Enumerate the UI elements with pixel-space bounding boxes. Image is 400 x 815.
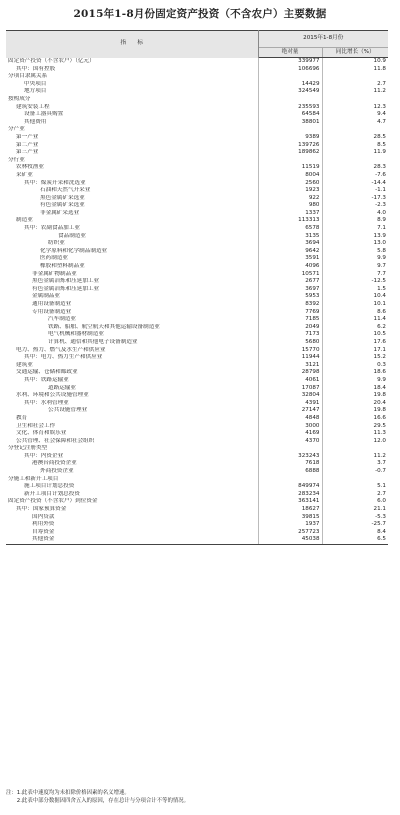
row-absolute-value: 3000 [258, 423, 322, 431]
row-absolute-value: 324549 [258, 88, 322, 96]
row-absolute-value: 10571 [258, 271, 322, 279]
row-label: 固定资产投资（不含农户）（亿元） [6, 58, 258, 66]
row-label: 分行业 [6, 157, 258, 165]
table-row [6, 66, 388, 74]
table-row [6, 521, 388, 529]
table-row [6, 377, 388, 385]
table-row [6, 324, 388, 332]
table-row [6, 157, 388, 165]
row-label: 其中：电力、热力生产和供应业 [6, 354, 258, 362]
table-row [6, 423, 388, 431]
row-label: 水利、环境和公共设施管理业 [6, 392, 258, 400]
table-row [6, 233, 388, 241]
table-row [6, 514, 388, 522]
table-row [6, 164, 388, 172]
table-row [6, 506, 388, 514]
row-label: 非金属矿物制品业 [6, 271, 258, 279]
row-growth-value: 12.3 [373, 103, 386, 110]
row-absolute-value: 980 [258, 202, 322, 210]
table-row [6, 134, 388, 142]
row-absolute-value: 28798 [258, 369, 322, 377]
row-growth-value: 11.3 [373, 430, 386, 437]
table-row [6, 271, 388, 279]
row-label: 国内贷款 [6, 514, 258, 522]
row-growth-value: 3.7 [377, 460, 386, 467]
row-label: 石油和天然气开采业 [6, 187, 258, 195]
row-growth-value: 28.3 [373, 164, 386, 171]
row-growth-value [322, 157, 388, 165]
table-row [6, 407, 388, 415]
row-growth-value: 13.9 [373, 232, 386, 239]
row-absolute-value: 4848 [258, 415, 322, 423]
row-growth-value [322, 73, 388, 81]
row-absolute-value: 363141 [258, 498, 322, 506]
table-row [6, 309, 388, 317]
row-label: 通用设备制造业 [6, 301, 258, 309]
row-label: 金属制品业 [6, 293, 258, 301]
table-row [6, 210, 388, 218]
row-absolute-value: 2560 [258, 180, 322, 188]
row-growth-value: 13.0 [373, 240, 386, 247]
row-growth-value: 8.6 [377, 308, 386, 315]
table-row [6, 430, 388, 438]
row-growth-value: 8.4 [377, 528, 386, 535]
table-row [6, 248, 388, 256]
row-growth-value: 19.8 [373, 407, 386, 414]
row-growth-value: 7.1 [377, 225, 386, 232]
row-absolute-value: 283234 [258, 491, 322, 499]
row-absolute-value: 3697 [258, 286, 322, 294]
table-row [6, 126, 388, 134]
row-label: 有色金属冶炼和压延加工业 [6, 286, 258, 294]
row-label: 采矿业 [6, 172, 258, 180]
row-label: 第二产业 [6, 142, 258, 150]
table-row [6, 339, 388, 347]
row-growth-value: 20.4 [373, 399, 386, 406]
table-row [6, 316, 388, 324]
row-label: 文化、体育和娱乐业 [6, 430, 258, 438]
row-growth-value [322, 126, 388, 134]
table-row [6, 195, 388, 203]
row-growth-value: 2.7 [377, 490, 386, 497]
row-absolute-value [258, 126, 322, 134]
row-label: 农林牧渔业 [6, 164, 258, 172]
table-row [6, 202, 388, 210]
row-label: 分项目隶属关系 [6, 73, 258, 81]
table-row [6, 96, 388, 104]
row-absolute-value: 8392 [258, 301, 322, 309]
table-row [6, 58, 388, 66]
table-row [6, 225, 388, 233]
table-row [6, 301, 388, 309]
row-absolute-value: 17087 [258, 385, 322, 393]
row-absolute-value: 4061 [258, 377, 322, 385]
row-label: 纺织业 [6, 240, 258, 248]
row-label: 自筹资金 [6, 529, 258, 537]
row-growth-value: 9.4 [377, 111, 386, 118]
table-row [6, 415, 388, 423]
row-absolute-value: 3135 [258, 233, 322, 241]
row-absolute-value: 6888 [258, 468, 322, 476]
footnote-1: 注：1.此表中速度均为未扣除价格因素的名义增速。 [6, 790, 130, 796]
row-label: 计算机、通信和其他电子设备制造业 [6, 339, 258, 347]
row-growth-value: 10.1 [373, 301, 386, 307]
row-growth-value: -1.1 [375, 187, 386, 194]
row-label: 地方项目 [6, 88, 258, 96]
table-row [6, 362, 388, 370]
row-label: 其他费用 [6, 119, 258, 127]
page-title: 2015年1-8月份固定资产投资（不含农户）主要数据 [73, 8, 327, 20]
row-growth-value: 19.8 [373, 392, 386, 399]
row-label: 黑色金属矿采选业 [6, 195, 258, 203]
row-growth-value: 4.0 [377, 209, 386, 216]
row-label: 黑色金属冶炼和压延加工业 [6, 278, 258, 286]
row-label: 固定资产投资（不含农户）到位资金 [6, 498, 258, 506]
table-row [6, 104, 388, 112]
row-label: 第一产业 [6, 134, 258, 142]
row-absolute-value [258, 476, 322, 484]
row-growth-value: 10.9 [373, 58, 386, 64]
row-growth-value: 8.5 [377, 141, 386, 148]
absolute-header: 绝对量 [258, 48, 322, 58]
row-absolute-value: 45038 [258, 536, 322, 544]
row-label: 医药制造业 [6, 255, 258, 263]
row-growth-value [322, 445, 388, 453]
table-row [6, 293, 388, 301]
row-absolute-value: 64584 [258, 111, 322, 119]
table-row [6, 529, 388, 537]
row-absolute-value: 11519 [258, 164, 322, 172]
row-label: 其中：煤炭开采和洗选业 [6, 180, 258, 188]
period-header: 2015年1-8月份 [258, 31, 388, 48]
row-growth-value: 11.4 [373, 316, 386, 323]
row-absolute-value [258, 73, 322, 81]
row-growth-value: 28.5 [373, 133, 386, 140]
row-label: 卫生和社会工作 [6, 423, 258, 431]
row-absolute-value: 2049 [258, 324, 322, 332]
row-absolute-value: 8004 [258, 172, 322, 180]
table-row [6, 476, 388, 484]
row-growth-value: 9.9 [377, 376, 386, 383]
row-absolute-value: 7173 [258, 331, 322, 339]
row-growth-value: 11.8 [373, 65, 386, 72]
table-row [6, 369, 388, 377]
row-label: 汽车制造业 [6, 316, 258, 324]
row-growth-value: 15.2 [373, 354, 386, 361]
row-absolute-value: 1337 [258, 210, 322, 218]
row-growth-value: 10.5 [373, 331, 386, 338]
row-growth-value: 11.2 [373, 88, 386, 95]
row-absolute-value: 5953 [258, 293, 322, 301]
row-absolute-value: 2677 [258, 278, 322, 286]
row-label: 设备工器具购置 [6, 111, 258, 119]
row-label: 分产业 [6, 126, 258, 134]
row-absolute-value: 39815 [258, 514, 322, 522]
row-growth-value: -7.6 [375, 171, 386, 178]
row-label: 其中：国家预算资金 [6, 506, 258, 514]
table-row [6, 453, 388, 461]
row-label: 公共管理、社会保障和社会组织 [6, 438, 258, 446]
row-label: 按构成分 [6, 96, 258, 104]
table-row [6, 536, 388, 544]
row-growth-value: 1.5 [377, 285, 386, 292]
row-absolute-value: 323243 [258, 453, 322, 461]
row-growth-value: -12.5 [371, 278, 386, 285]
table-row [6, 142, 388, 150]
row-label: 教育 [6, 415, 258, 423]
table-row [6, 392, 388, 400]
row-absolute-value: 7618 [258, 460, 322, 468]
row-label: 道路运输业 [6, 385, 258, 393]
row-label: 电气机械和器材制造业 [6, 331, 258, 339]
row-absolute-value: 14429 [258, 81, 322, 89]
table-row [6, 278, 388, 286]
table-row [6, 187, 388, 195]
footnotes [6, 790, 396, 805]
row-label: 食品制造业 [6, 233, 258, 241]
indicator-header: 指 标 [6, 31, 258, 58]
row-growth-value: -2.3 [375, 202, 386, 209]
row-label: 其中：国有控股 [6, 66, 258, 74]
row-label: 非金属矿采选业 [6, 210, 258, 218]
row-absolute-value: 4169 [258, 430, 322, 438]
table-row [6, 88, 388, 96]
row-growth-value: 6.0 [377, 498, 386, 505]
row-label: 建筑安装工程 [6, 104, 258, 112]
row-absolute-value: 339977 [258, 58, 322, 66]
row-growth-value: 17.1 [373, 346, 386, 353]
row-growth-value: 18.4 [373, 384, 386, 391]
row-absolute-value: 9389 [258, 134, 322, 142]
table-body [6, 58, 388, 545]
row-label: 利用外资 [6, 521, 258, 529]
row-label: 其中：内资企业 [6, 453, 258, 461]
table-row [6, 180, 388, 188]
row-label: 橡胶和塑料制品业 [6, 263, 258, 271]
row-label: 其中：水利管理业 [6, 400, 258, 408]
table-row [6, 81, 388, 89]
row-absolute-value: 189862 [258, 149, 322, 157]
row-label: 公共设施管理业 [6, 407, 258, 415]
row-absolute-value: 5680 [258, 339, 322, 347]
row-absolute-value: 1923 [258, 187, 322, 195]
row-growth-value: 16.6 [373, 414, 386, 421]
row-label: 其他资金 [6, 536, 258, 544]
row-absolute-value: 106696 [258, 66, 322, 74]
row-growth-value: 21.1 [373, 506, 386, 513]
row-growth-value: 11.2 [373, 452, 386, 459]
table-row [6, 73, 388, 81]
table-row [6, 445, 388, 453]
table-row [6, 286, 388, 294]
row-growth-value: 29.5 [373, 422, 386, 429]
row-absolute-value: 7769 [258, 309, 322, 317]
table-row [6, 483, 388, 491]
row-growth-value: 8.9 [377, 217, 386, 224]
row-growth-value: 10.4 [373, 293, 386, 300]
row-absolute-value: 27147 [258, 407, 322, 415]
row-absolute-value [258, 445, 322, 453]
row-absolute-value: 7185 [258, 316, 322, 324]
table-row [6, 331, 388, 339]
row-absolute-value: 9642 [258, 248, 322, 256]
table-row [6, 438, 388, 446]
row-growth-value: 0.3 [377, 361, 386, 368]
row-growth-value: 5.8 [377, 247, 386, 254]
table-row [6, 111, 388, 119]
row-label: 港澳台商投资企业 [6, 460, 258, 468]
row-absolute-value: 6578 [258, 225, 322, 233]
row-label: 有色金属矿采选业 [6, 202, 258, 210]
row-growth-value [322, 96, 388, 104]
row-absolute-value: 4391 [258, 400, 322, 408]
row-absolute-value [258, 157, 322, 165]
row-absolute-value: 139726 [258, 142, 322, 150]
row-growth-value: -17.3 [371, 194, 386, 201]
row-growth-value [322, 476, 388, 484]
row-absolute-value: 4370 [258, 438, 322, 446]
table-row [6, 217, 388, 225]
table-row [6, 263, 388, 271]
table-row [6, 400, 388, 408]
row-growth-value: 6.5 [322, 536, 388, 544]
row-label: 其中：农副食品加工业 [6, 225, 258, 233]
row-growth-value: 17.6 [373, 338, 386, 345]
row-absolute-value: 18627 [258, 506, 322, 514]
row-label: 分施工和新开工项目 [6, 476, 258, 484]
data-table [6, 30, 388, 545]
table-row [6, 468, 388, 476]
row-growth-value: 6.2 [377, 323, 386, 330]
row-absolute-value: 3694 [258, 240, 322, 248]
row-label: 化学原料和化学制品制造业 [6, 248, 258, 256]
table-row [6, 347, 388, 355]
table-row [6, 385, 388, 393]
row-label: 第三产业 [6, 149, 258, 157]
row-growth-value: 5.1 [377, 483, 386, 490]
row-growth-value: -5.3 [375, 513, 386, 520]
table-row [6, 172, 388, 180]
row-label: 电力、热力、燃气及水生产和供应业 [6, 347, 258, 355]
row-growth-value: 12.0 [373, 437, 386, 444]
table-row [6, 498, 388, 506]
row-absolute-value: 922 [258, 195, 322, 203]
row-growth-value: 9.7 [377, 263, 386, 270]
row-growth-value: -14.4 [371, 179, 386, 186]
row-absolute-value: 3591 [258, 255, 322, 263]
row-absolute-value: 1937 [258, 521, 322, 529]
row-absolute-value: 15770 [258, 347, 322, 355]
row-absolute-value: 4096 [258, 263, 322, 271]
row-absolute-value: 849974 [258, 483, 322, 491]
row-absolute-value: 113313 [258, 217, 322, 225]
row-label: 建筑业 [6, 362, 258, 370]
table-row [6, 149, 388, 157]
row-label: 新开工项目计划总投资 [6, 491, 258, 499]
row-absolute-value [258, 96, 322, 104]
row-label: 分登记注册类型 [6, 445, 258, 453]
row-absolute-value: 235593 [258, 104, 322, 112]
row-absolute-value: 3121 [258, 362, 322, 370]
row-absolute-value: 38801 [258, 119, 322, 127]
table-row [6, 255, 388, 263]
table-row [6, 240, 388, 248]
table-row [6, 119, 388, 127]
row-growth-value: 11.9 [373, 149, 386, 156]
row-growth-value: -25.7 [371, 521, 386, 528]
row-label: 外商投资企业 [6, 468, 258, 476]
row-label: 中央项目 [6, 81, 258, 89]
row-label: 施工项目计划总投资 [6, 483, 258, 491]
row-growth-value: 18.6 [373, 369, 386, 376]
row-label: 制造业 [6, 217, 258, 225]
row-growth-value: 4.7 [377, 118, 386, 125]
row-absolute-value: 257723 [258, 529, 322, 537]
row-growth-value: 9.9 [377, 255, 386, 262]
growth-header: 同比增长（%） [322, 48, 388, 58]
table-row [6, 491, 388, 499]
row-growth-value: -0.7 [375, 468, 386, 475]
table-header-row [6, 31, 388, 48]
table-row [6, 354, 388, 362]
row-growth-value: 7.7 [377, 270, 386, 277]
row-label: 其中：铁路运输业 [6, 377, 258, 385]
table-row [6, 460, 388, 468]
row-label: 铁路、船舶、航空航天和其他运输设备制造业 [6, 324, 258, 332]
footnote-2: 2.此表中部分数据因四舍五入的原因，存在总计与分项合计不等的情况。 [6, 797, 190, 804]
row-label: 专用设备制造业 [6, 309, 258, 317]
row-label: 交通运输、仓储和邮政业 [6, 369, 258, 377]
row-absolute-value: 11944 [258, 354, 322, 362]
row-absolute-value: 32804 [258, 392, 322, 400]
row-growth-value: 2.7 [377, 80, 386, 87]
